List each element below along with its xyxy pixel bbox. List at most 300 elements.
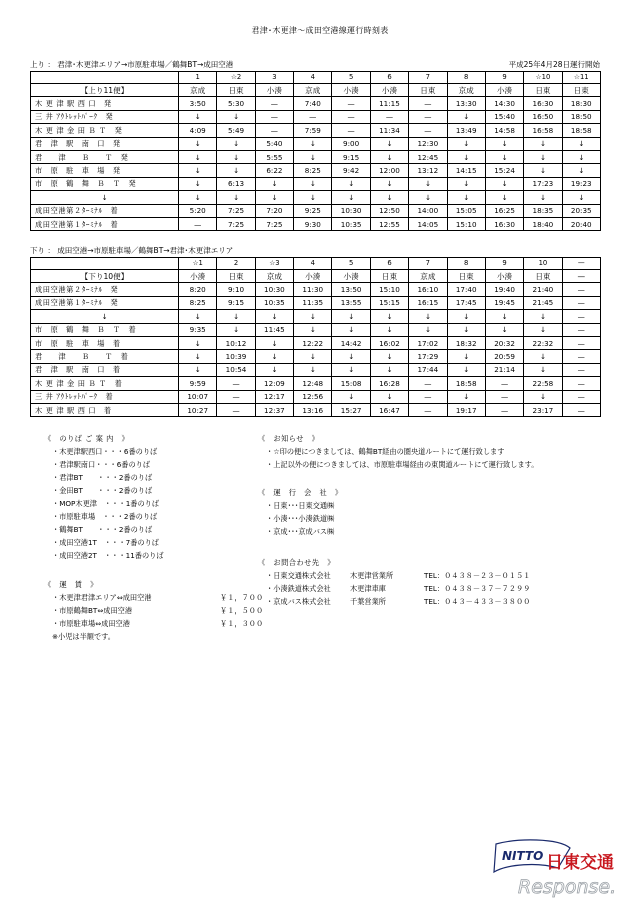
operator-cell: 小湊 [255,84,293,97]
trip-number: 6 [370,258,408,270]
time-cell: ↓ [294,363,332,376]
time-cell: 13:55 [332,296,370,309]
table-row [31,164,601,177]
time-cell: 21:45 [524,296,562,309]
time-cell: 22:58 [524,377,562,390]
time-cell: 7:25 [255,217,293,230]
time-cell: 12:00 [370,164,408,177]
time-cell: 20:59 [485,350,523,363]
operator-cell: 京成 [294,84,332,97]
time-cell: ↓ [562,191,600,204]
time-cell: ↓ [524,191,562,204]
time-cell: ↓ [217,323,255,336]
time-cell: 17:02 [409,336,447,349]
time-cell: 18:58 [447,377,485,390]
operator-cell: 京成 [255,270,293,283]
time-cell: ↓ [370,177,408,190]
operator-cell: 日東 [370,270,408,283]
down-route-label: 下り ： 成田空港→市原駐車場／鶴舞BT→君津･木更津エリア [30,246,234,255]
time-cell: 16:30 [485,217,523,230]
operator-cell: 京成 [447,84,485,97]
stop-name: 木 更 津 金 田 Ｂ Ｔ 着 [31,377,179,390]
table-row [31,296,601,309]
time-cell: 6:13 [217,177,255,190]
fare-route: ・木更津君津エリア⇔成田空港 [52,593,152,602]
time-cell: ↓ [179,164,217,177]
stop-name: 成田空港第１ﾀｰﾐﾅﾙ 発 [31,296,179,309]
contact-item [258,582,530,595]
operator-cell: 日東 [447,270,485,283]
time-cell: ↓ [370,363,408,376]
stop-name: 三 井 ｱｳﾄﾚｯﾄﾊﾟｰｸ 発 [31,110,179,123]
logo-mark: NITTO [502,849,544,863]
time-cell: 13:16 [294,403,332,416]
time-cell: 16:28 [370,377,408,390]
time-cell: 10:54 [217,363,255,376]
time-cell: ↓ [217,110,255,123]
notice-item: ・☆印の便につきましては、鶴舞BT経由の圏央道ルートにて運行致します [266,447,505,456]
time-cell: — [562,336,600,349]
operator-cell: 小湊 [370,84,408,97]
fare-route: ・市原駐車場⇔成田空港 [52,619,130,628]
time-cell: 7:25 [217,204,255,217]
time-cell: 9:00 [332,137,370,150]
time-cell: ↓ [562,150,600,163]
operator-row [31,84,601,97]
stop-name: 市 原 鶴 舞 Ｂ Ｔ 発 [31,177,179,190]
time-cell: ↓ [332,310,370,323]
time-cell: — [485,390,523,403]
time-cell: ↓ [179,177,217,190]
time-cell: 10:12 [217,336,255,349]
time-cell: 12:09 [255,377,293,390]
time-cell: 18:35 [524,204,562,217]
time-cell: 15:08 [332,377,370,390]
time-cell: — [562,403,600,416]
time-cell: ↓ [255,191,293,204]
time-cell: 10:39 [217,350,255,363]
operator-cell: 日東 [562,84,600,97]
time-cell: ↓ [447,350,485,363]
time-cell: — [217,403,255,416]
time-cell: 8:25 [179,296,217,309]
stop-name: 君 津 Ｂ Ｔ 着 [31,350,179,363]
time-cell: — [179,217,217,230]
time-cell: 12:45 [409,150,447,163]
response-watermark: Response. [518,876,617,898]
time-cell: ↓ [409,177,447,190]
time-cell: — [294,110,332,123]
stop-name: 木 更 津 駅 西 口 発 [31,97,179,110]
time-cell: 20:32 [485,336,523,349]
time-cell: ↓ [370,150,408,163]
stop-name: ↓ [31,191,179,204]
table-row [31,124,601,137]
up-timetable [30,71,601,231]
trip-count-label: 【上り11便】 [31,84,179,97]
time-cell: ↓ [370,137,408,150]
table-row [31,191,601,204]
time-cell: — [562,323,600,336]
boarding-item: ・MOP木更津 ・・・1番のりば [52,499,160,508]
stop-name: 三 井 ｱｳﾄﾚｯﾄﾊﾟｰｸ 着 [31,390,179,403]
time-cell: 16:50 [524,110,562,123]
time-cell: 14:05 [409,217,447,230]
time-cell: ↓ [179,363,217,376]
time-cell: ↓ [332,191,370,204]
time-cell: 19:23 [562,177,600,190]
time-cell: ↓ [447,310,485,323]
time-cell: 17:29 [409,350,447,363]
time-cell: ↓ [294,191,332,204]
operator-cell: — [562,270,600,283]
time-cell: — [409,124,447,137]
table-row [31,204,601,217]
trip-number: ☆2 [217,72,255,84]
table-row [31,377,601,390]
notice-item: ・上記以外の便につきましては、市原駐車場経由の東関道ルートにて運行致します。 [266,460,539,469]
time-cell: 16:15 [409,296,447,309]
time-cell: 11:30 [294,283,332,296]
time-cell: 15:05 [447,204,485,217]
table-row [31,150,601,163]
time-cell: 15:15 [370,296,408,309]
time-cell: ↓ [217,164,255,177]
operator-cell: 日東 [409,84,447,97]
logo-brand: 日東交通 [546,853,614,873]
time-cell: 4:09 [179,124,217,137]
operator-cell: 小湊 [332,84,370,97]
time-cell: — [562,283,600,296]
stop-name: ↓ [31,310,179,323]
time-cell: 9:59 [179,377,217,390]
time-cell: ↓ [217,191,255,204]
fare-price: ￥１，７００ [220,593,264,602]
time-cell: 16:47 [370,403,408,416]
time-cell: — [562,363,600,376]
time-cell: 5:55 [255,150,293,163]
time-cell: — [217,390,255,403]
time-cell: 12:55 [370,217,408,230]
table-row [31,137,601,150]
time-cell: — [562,350,600,363]
time-cell: ↓ [524,363,562,376]
time-cell: 11:45 [255,323,293,336]
operators-section [258,486,343,538]
time-cell: 11:15 [370,97,408,110]
contact-company: ・日東交通株式会社 [266,571,331,580]
stop-name: 市 原 駐 車 場 着 [31,336,179,349]
time-cell: ↓ [485,137,523,150]
operators-heading: 《 運 行 会 社 》 [258,488,343,497]
time-cell: 3:50 [179,97,217,110]
table-row [31,310,601,323]
time-cell: 18:50 [562,110,600,123]
time-cell: ↓ [447,323,485,336]
fare-note: ※小児は半額です。 [52,632,115,641]
time-cell: 13:50 [332,283,370,296]
boarding-item: ・君津駅南口・・・6番のりば [52,460,151,469]
time-cell: 15:10 [370,283,408,296]
time-cell: 12:22 [294,336,332,349]
time-cell: ↓ [332,177,370,190]
time-cell: ↓ [409,310,447,323]
time-cell: 10:30 [332,204,370,217]
time-cell: ↓ [294,177,332,190]
trip-number: 10 [524,258,562,270]
stop-name: 木 更 津 金 田 Ｂ Ｔ 発 [31,124,179,137]
time-cell: ↓ [447,390,485,403]
corner-cell [31,72,179,84]
time-cell: ↓ [370,350,408,363]
time-cell: — [409,377,447,390]
contact-heading: 《 お問合わせ先 》 [258,558,335,567]
operator-item: ・日東･･･日東交通㈱ [266,501,335,510]
fare-section [44,578,263,643]
operator-cell: 京成 [409,270,447,283]
trip-number: 9 [485,258,523,270]
time-cell: ↓ [179,137,217,150]
up-route-label: 上り ： 君津･木更津エリア→市原駐車場／鶴舞BT→成田空港 [30,60,234,69]
trip-number: 7 [409,258,447,270]
time-cell: — [409,110,447,123]
stop-name: 市 原 駐 車 場 発 [31,164,179,177]
stop-name: 君 津 駅 南 口 着 [31,363,179,376]
time-cell: ↓ [485,150,523,163]
time-cell: 21:14 [485,363,523,376]
time-cell: 8:20 [179,283,217,296]
time-cell: 15:10 [447,217,485,230]
table-row [31,363,601,376]
contact-tel: TEL：０４３８－２３－０１５１ [424,571,531,580]
time-cell: 17:44 [409,363,447,376]
notice-section [258,432,538,471]
time-cell: ↓ [294,350,332,363]
time-cell: ↓ [562,137,600,150]
boarding-item: ・成田空港2T ・・・11番のりば [52,551,164,560]
time-cell: 14:58 [485,124,523,137]
operator-cell: 日東 [524,84,562,97]
time-cell: 7:40 [294,97,332,110]
time-cell: — [485,377,523,390]
time-cell: 7:20 [255,204,293,217]
fare-route: ・市原鶴舞BT⇔成田空港 [52,606,133,615]
contact-office: 木更津車庫 [350,584,386,593]
boarding-item: ・君津BT ・・・2番のりば [52,473,153,482]
time-cell: — [562,390,600,403]
time-cell: 12:30 [409,137,447,150]
time-cell: 14:15 [447,164,485,177]
time-cell: ↓ [370,191,408,204]
trip-number: 4 [294,72,332,84]
trip-count-label: 【下り10便】 [31,270,179,283]
time-cell: 13:12 [409,164,447,177]
time-cell: 7:59 [294,124,332,137]
operator-cell: 京成 [179,84,217,97]
time-cell: 19:45 [485,296,523,309]
operator-cell: 小湊 [179,270,217,283]
time-cell: 9:30 [294,217,332,230]
time-cell: ↓ [447,191,485,204]
stop-name: 君 津 Ｂ Ｔ 発 [31,150,179,163]
time-cell: 21:40 [524,283,562,296]
time-cell: 9:25 [294,204,332,217]
time-cell: ↓ [485,191,523,204]
time-cell: 15:27 [332,403,370,416]
time-cell: — [332,110,370,123]
contact-section [258,556,530,608]
time-cell: 18:58 [562,124,600,137]
table-row [31,177,601,190]
time-cell: ↓ [562,164,600,177]
time-cell: ↓ [524,164,562,177]
time-cell: 17:23 [524,177,562,190]
time-cell: 13:49 [447,124,485,137]
time-cell: ↓ [485,323,523,336]
trip-number: 9 [485,72,523,84]
table-row [31,283,601,296]
contact-office: 千葉営業所 [350,597,386,606]
time-cell: 12:17 [255,390,293,403]
time-cell: 12:50 [370,204,408,217]
time-cell: ↓ [370,390,408,403]
time-cell: 19:17 [447,403,485,416]
stop-name: 君 津 駅 南 口 発 [31,137,179,150]
boarding-heading: 《 のりば ご 案 内 》 [44,434,130,443]
time-cell: 16:25 [485,204,523,217]
table-row [31,350,601,363]
time-cell: ↓ [485,177,523,190]
time-cell: ↓ [447,137,485,150]
trip-number: 3 [255,72,293,84]
boarding-section [44,432,164,562]
page-title: 君津･木更津～成田空港線運行時刻表 [251,26,389,35]
time-cell: ↓ [294,310,332,323]
time-cell: 10:07 [179,390,217,403]
time-cell: 10:35 [332,217,370,230]
time-cell: 6:22 [255,164,293,177]
fare-heading: 《 運 賃 》 [44,580,98,589]
time-cell: — [255,110,293,123]
time-cell: ↓ [370,310,408,323]
fare-price: ￥１，３００ [220,619,264,628]
contact-item [258,595,530,608]
time-cell: 23:17 [524,403,562,416]
time-cell: 9:42 [332,164,370,177]
time-cell: 9:15 [332,150,370,163]
boarding-item: ・成田空港1T ・・・7番のりば [52,538,159,547]
time-cell: ↓ [179,310,217,323]
stop-name: 成田空港第２ﾀｰﾐﾅﾙ 着 [31,204,179,217]
time-cell: ↓ [294,150,332,163]
time-cell: 20:35 [562,204,600,217]
time-cell: ↓ [447,110,485,123]
boarding-item: ・木更津駅西口・・・6番のりば [52,447,158,456]
contact-company: ・小湊鉄道株式会社 [266,584,331,593]
trip-number-row [31,72,601,84]
time-cell: 18:40 [524,217,562,230]
down-timetable [30,257,601,417]
time-cell: — [255,124,293,137]
time-cell: 16:30 [524,97,562,110]
table-row [31,336,601,349]
fare-item [44,591,263,604]
table-row [31,390,601,403]
time-cell: ↓ [485,310,523,323]
time-cell: 19:40 [485,283,523,296]
time-cell: ↓ [217,150,255,163]
notice-heading: 《 お知らせ 》 [258,434,320,443]
time-cell: ↓ [294,323,332,336]
boarding-item: ・市原駐車場 ・・・2番のりば [52,512,158,521]
time-cell: 15:24 [485,164,523,177]
operator-item: ・京成･･･京成バス㈱ [266,527,335,536]
time-cell: 16:10 [409,283,447,296]
time-cell: 15:40 [485,110,523,123]
time-cell: 8:25 [294,164,332,177]
time-cell: 17:40 [447,283,485,296]
time-cell: — [409,403,447,416]
table-row [31,97,601,110]
operator-cell: 小湊 [332,270,370,283]
time-cell: ↓ [332,323,370,336]
time-cell: 11:34 [370,124,408,137]
operator-cell: 日東 [217,84,255,97]
contact-item [258,569,530,582]
time-cell: ↓ [332,363,370,376]
operator-row [31,270,601,283]
time-cell: ↓ [255,310,293,323]
trip-number: 8 [447,258,485,270]
time-cell: ↓ [294,137,332,150]
time-cell: 12:56 [294,390,332,403]
operator-item: ・小湊･･･小湊鉄道㈱ [266,514,335,523]
fare-price: ￥１，５００ [220,606,264,615]
time-cell: 16:58 [524,124,562,137]
time-cell: 10:35 [255,296,293,309]
time-cell: ↓ [370,323,408,336]
time-cell: ↓ [332,350,370,363]
time-cell: ↓ [447,177,485,190]
trip-number: ☆11 [562,72,600,84]
time-cell: ↓ [217,137,255,150]
time-cell: ↓ [524,350,562,363]
stop-name: 木 更 津 駅 西 口 着 [31,403,179,416]
time-cell: — [409,97,447,110]
time-cell: ↓ [409,323,447,336]
time-cell: 5:40 [255,137,293,150]
time-cell: ↓ [255,177,293,190]
time-cell: 14:42 [332,336,370,349]
time-cell: ↓ [409,191,447,204]
corner-cell [31,258,179,270]
time-cell: — [255,97,293,110]
time-cell: 18:32 [447,336,485,349]
time-cell: — [562,296,600,309]
time-cell: ↓ [179,336,217,349]
time-cell: ↓ [447,363,485,376]
time-cell: ↓ [179,350,217,363]
time-cell: 12:37 [255,403,293,416]
time-cell: — [409,390,447,403]
table-row [31,217,601,230]
trip-number: ☆3 [255,258,293,270]
time-cell: ↓ [524,310,562,323]
service-start-date: 平成25年4月28日運行開始 [508,60,600,69]
time-cell: — [485,403,523,416]
trip-number: 8 [447,72,485,84]
time-cell: 5:20 [179,204,217,217]
